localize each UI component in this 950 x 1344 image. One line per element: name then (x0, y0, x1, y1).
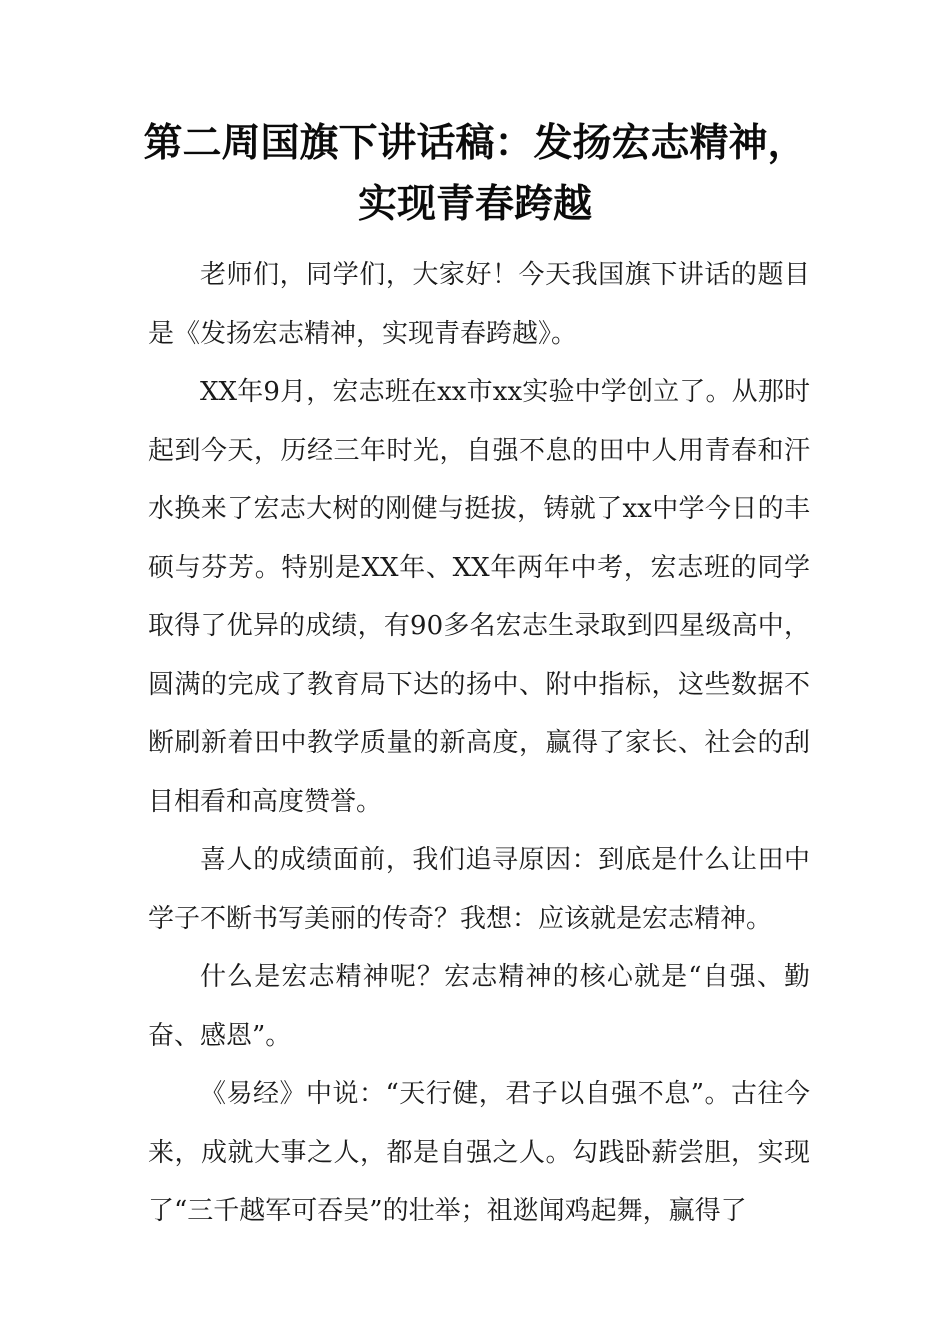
document-title-line-2: 实现青春跨越 (357, 182, 592, 227)
document-body (148, 246, 810, 1241)
paragraph-4: 什么是宏志精神呢？宏志精神的核心就是“自强、勤奋、感恩”。 (148, 962, 810, 1051)
paragraph-5: 《易经》中说：“天行健，君子以自强不息”。古往今来，成就大事之人，都是自强之人。勾践卧薪尝胆，实现了“三千越军可吞吴”的壮举；祖逖闻鸡起舞，赢得了 (148, 1079, 810, 1226)
paragraph-3: 喜人的成绩面前，我们追寻原因：到底是什么让田中学子不断书写美丽的传奇？我想：应该就是宏志精神。 (148, 845, 810, 934)
document-title-line-1: 第二周国旗下讲话稿：发扬宏志精神， (143, 121, 807, 166)
paragraph-1: 老师们，同学们，大家好！今天我国旗下讲话的题目是《发扬宏志精神，实现青春跨越》。 (148, 260, 810, 349)
paragraph-2: XX年9月，宏志班在xx市xx实验中学创立了。从那时起到今天，历经三年时光，自强不息的田中人用青春和汗水换来了宏志大树的刚健与挺拔，铸就了xx中学今日的丰硕与芬芳。特别是XX年、XX年两年中考，宏志班的同学取得了优异的成绩，有90多名宏志生录取到四星级高中，圆满的完成了教育局下达的扬中、附中指标，这些数据不断刷新着田中教学质量的新高度，赢得了家长、社会的刮目相看和高度赞誉。 (148, 377, 810, 817)
